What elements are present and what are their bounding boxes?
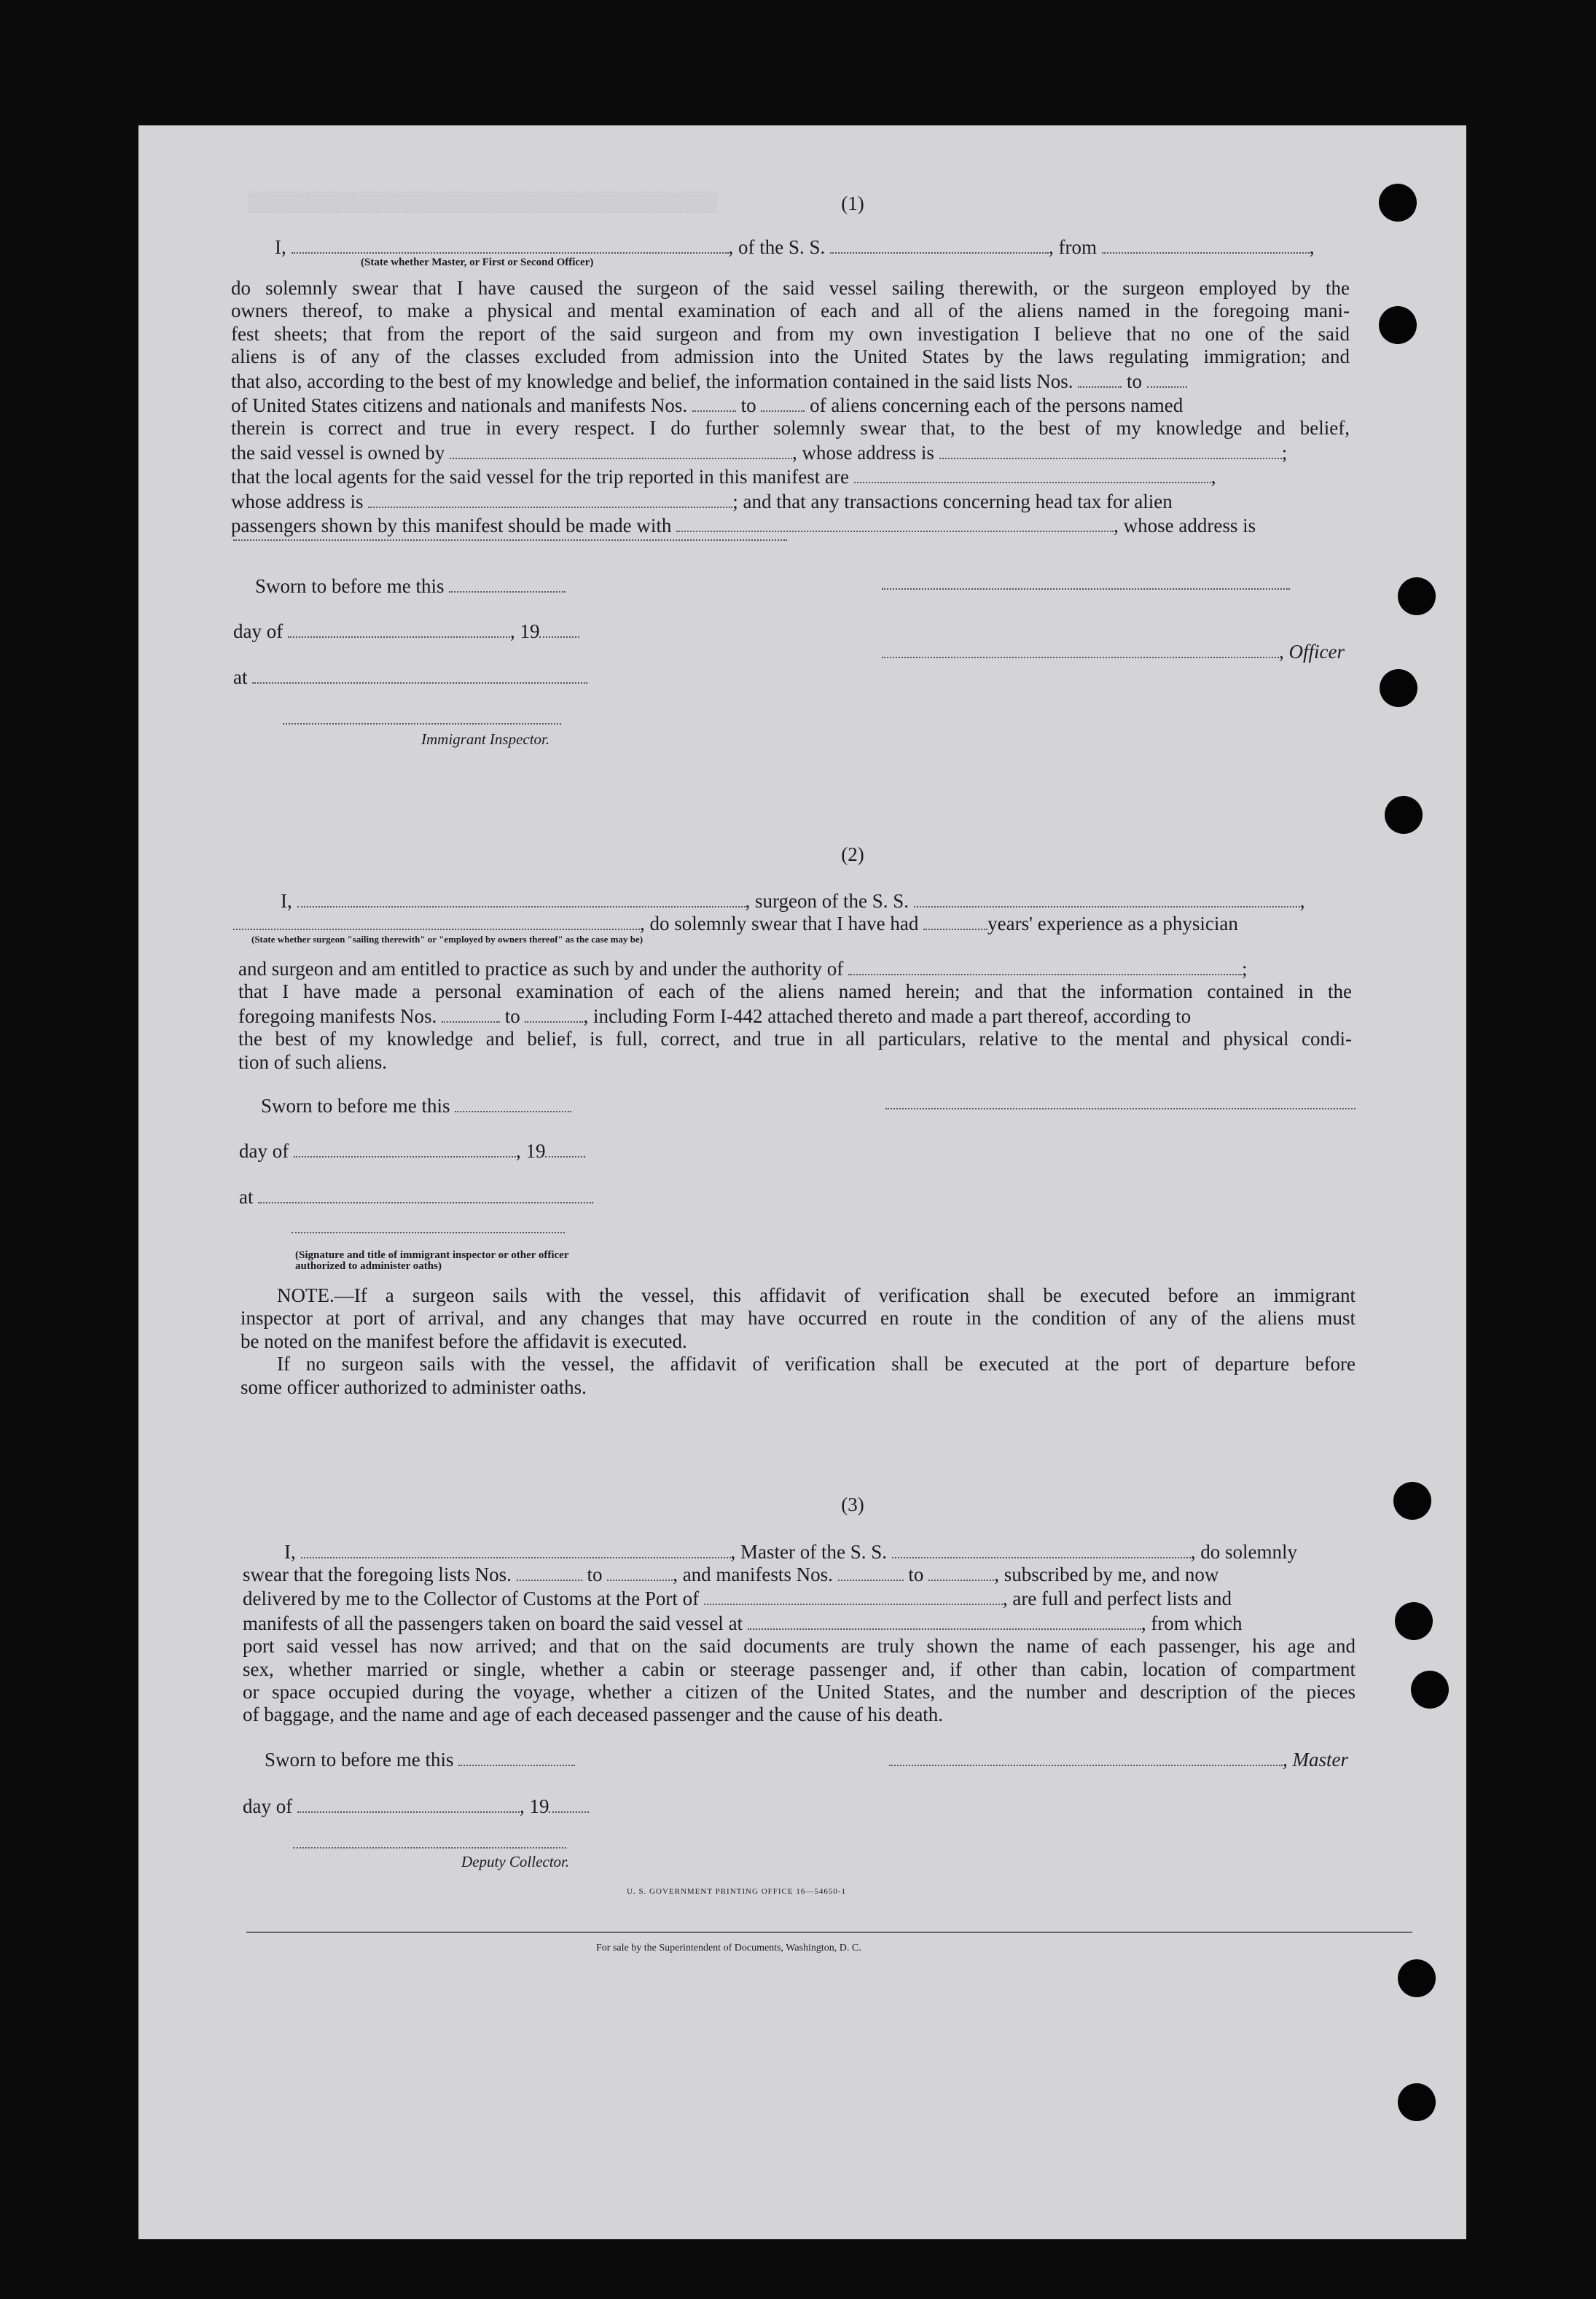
body-line: swear that the foregoing lists Nos. to , and manifests Nos. to , subscribed by me, and now <box>243 1564 1219 1585</box>
surgeon-type-field[interactable] <box>233 911 640 930</box>
body-line: whose address is ; and that any transactions concerning head tax for alien <box>231 490 1173 512</box>
body-line: that the local agents for the said vessel for the trip reported in this manifest are , <box>231 466 1216 488</box>
note-line: some officer authorized to administer oaths. <box>240 1375 587 1398</box>
collector-label: Deputy Collector. <box>461 1853 570 1870</box>
punch-hole <box>1398 1959 1436 1997</box>
section1-heading: (1) <box>841 192 864 214</box>
authority-field[interactable] <box>848 956 1242 975</box>
agents-address-field[interactable] <box>368 489 732 508</box>
section3-sworn: Sworn to before me this <box>265 1747 575 1771</box>
s2-day-month-field[interactable] <box>294 1139 516 1158</box>
officer-note: (State whether Master, or First or Second Officer) <box>361 257 594 268</box>
punch-hole <box>1385 796 1423 834</box>
s3-vessel-field[interactable] <box>892 1539 1191 1558</box>
body-line: fest sheets; that from the report of the said surgeon and from my own investigation I believe that no one of the said <box>231 322 1350 345</box>
body-line: owners thereof, to make a physical and mental examination of each and all of the aliens named in the foregoing mani- <box>231 300 1350 322</box>
footer-divider <box>246 1932 1412 1933</box>
inspector-label: Immigrant Inspector. <box>421 730 550 748</box>
inspector-signature-field[interactable] <box>283 723 561 725</box>
signature-note: (Signature and title of immigrant inspector or other officer authorized to administer oaths) <box>295 1249 569 1272</box>
section1-day-of: day of , 19 <box>233 619 579 643</box>
boarded-at-field[interactable] <box>748 1611 1141 1630</box>
master-name-field[interactable] <box>301 1539 731 1558</box>
body-line: that I have made a personal examination of each of the aliens named herein; and that the information contained in the <box>238 980 1352 1003</box>
from-port-field[interactable] <box>1102 235 1310 254</box>
punch-hole <box>1380 669 1417 707</box>
label-from: , from <box>1049 236 1097 258</box>
section1-body <box>231 277 1350 537</box>
s3-day-month-field[interactable] <box>297 1794 520 1813</box>
surgeon-note: (State whether surgeon "sailing therewith" or "employed by owners thereof" as the case may be) <box>251 934 644 945</box>
s2-inspector-signature-field[interactable] <box>292 1232 565 1233</box>
section2-line1: I, , surgeon of the S. S. , <box>281 890 1305 912</box>
section1-officer-line: , Officer <box>882 639 1345 663</box>
punch-hole <box>1398 577 1436 615</box>
manifest-page <box>138 125 1466 2239</box>
body-line: and surgeon and am entitled to practice as such by and under the authority of ; <box>238 958 1248 980</box>
body-line: the said vessel is owned by , whose address is ; <box>231 441 1288 464</box>
section1-at: at <box>233 665 587 689</box>
body-line: that also, according to the best of my knowledge and belief, the information contained in the said lists Nos. to <box>231 369 1350 393</box>
section1-sworn: Sworn to before me this <box>255 574 566 598</box>
port-field[interactable] <box>704 1586 1003 1605</box>
s3-sworn-day-field[interactable] <box>458 1747 575 1766</box>
s3-year-field[interactable] <box>549 1794 589 1813</box>
section2-body <box>238 956 1352 1074</box>
label-of-ss: , of the S. S. <box>728 236 826 258</box>
section2-at: at <box>239 1184 593 1209</box>
body-line: passengers shown by this manifest should be made with , whose address is <box>231 515 1256 537</box>
body-line: therein is correct and true in every respect. I do further solemnly swear that, to the best of my knowledge and belief, <box>231 417 1350 440</box>
officer-signature-field[interactable] <box>882 588 1290 590</box>
lists-to-field[interactable] <box>1147 369 1187 388</box>
section3-body <box>243 1562 1356 1727</box>
printing-office-line: U. S. GOVERNMENT PRINTING OFFICE 16—54650-1 <box>627 1887 847 1896</box>
section3-line1: I, , Master of the S. S. , do solemnly <box>284 1541 1297 1563</box>
officer-name-field[interactable] <box>292 235 729 254</box>
section2-heading: (2) <box>841 843 864 865</box>
manifests-from-field[interactable] <box>692 393 736 412</box>
sworn-day-field[interactable] <box>449 574 566 593</box>
manifests-to-field[interactable] <box>761 393 805 412</box>
body-line: tion of such aliens. <box>238 1050 387 1073</box>
section2-sworn: Sworn to before me this <box>261 1093 571 1117</box>
footer-text: For sale by the Superintendent of Documents, Washington, D. C. <box>596 1943 861 1953</box>
vessel-name-field[interactable] <box>830 235 1049 254</box>
note-line: inspector at port of arrival, and any changes that may have occurred en route in the condition of any of the aliens must <box>240 1307 1356 1330</box>
punch-hole <box>1411 1671 1449 1709</box>
s2-manifests-from-field[interactable] <box>442 1004 500 1023</box>
s3-manifests-to-field[interactable] <box>928 1562 994 1581</box>
body-line: of United States citizens and nationals and manifests Nos. to of aliens concerning each of the persons named <box>231 394 1184 417</box>
note-line: be noted on the manifest before the affidavit is executed. <box>240 1330 687 1352</box>
lists-from-field[interactable] <box>1078 369 1122 388</box>
head-tax-address-field[interactable] <box>233 539 787 541</box>
bleed-through-text: ▒▒▒▒▒▒▒▒▒▒▒▒▒▒▒▒▒▒▒▒▒▒▒▒▒▒▒▒▒▒▒▒▒▒▒ <box>248 191 718 212</box>
s2-at-place-field[interactable] <box>258 1184 593 1203</box>
s2-manifests-to-field[interactable] <box>525 1004 583 1023</box>
s3-lists-from-field[interactable] <box>517 1562 582 1581</box>
body-line: aliens is of any of the classes excluded from admission into the United States by the laws regulating immigration; and <box>231 346 1350 368</box>
section2-note <box>240 1284 1356 1399</box>
punch-hole <box>1379 306 1417 344</box>
surgeon-name-field[interactable] <box>297 889 746 908</box>
at-place-field[interactable] <box>252 665 587 684</box>
head-tax-agent-field[interactable] <box>676 513 1114 532</box>
body-line: the best of my knowledge and belief, is full, correct, and true in all particulars, relative to the mental and physical condi- <box>238 1028 1352 1050</box>
section2-line2: , do solemnly swear that I have had years' experience as a physician <box>233 911 1238 935</box>
note-line: NOTE.—If a surgeon sails with the vessel, this affidavit of verification shall be executed before an immigrant <box>277 1284 1356 1306</box>
note-line: If no surgeon sails with the vessel, the affidavit of verification shall be executed at the port of departure before <box>277 1353 1356 1375</box>
section3-heading: (3) <box>841 1494 864 1515</box>
body-line: or space occupied during the voyage, whether a citizen of the United States, and the number and description of the pieces <box>243 1681 1356 1703</box>
label-i: I, <box>275 236 286 258</box>
s2-sworn-day-field[interactable] <box>455 1093 571 1112</box>
s3-manifests-from-field[interactable] <box>838 1562 904 1581</box>
day-month-field[interactable] <box>288 619 510 638</box>
body-line: of baggage, and the name and age of each deceased passenger and the cause of his death. <box>243 1703 944 1726</box>
s2-year-field[interactable] <box>545 1139 585 1158</box>
body-line: delivered by me to the Collector of Customs at the Port of , are full and perfect lists and <box>243 1588 1232 1610</box>
body-line: port said vessel has now arrived; and that on the said documents are truly shown the name of each passenger, his age and <box>243 1635 1356 1658</box>
punch-hole <box>1393 1482 1431 1520</box>
surgeon-vessel-field[interactable] <box>914 889 1300 908</box>
s3-lists-to-field[interactable] <box>607 1562 673 1581</box>
body-line: foregoing manifests Nos. to , including Form I-442 attached thereto and made a part thereof, according to <box>238 1004 1192 1027</box>
body-line: manifests of all the passengers taken on board the said vessel at , from which <box>243 1612 1243 1634</box>
punch-hole <box>1398 2083 1436 2121</box>
section3-master-line: , Master <box>889 1747 1348 1771</box>
year-field[interactable] <box>539 619 579 638</box>
owner-field[interactable] <box>450 440 792 459</box>
surgeon-signature-field[interactable] <box>885 1108 1356 1109</box>
years-field[interactable] <box>923 911 987 930</box>
body-line: do solemnly swear that I have caused the surgeon of the said vessel sailing therewith, or the surgeon employed by the <box>231 277 1350 299</box>
body-line: sex, whether married or single, whether a cabin or steerage passenger and, if other than cabin, location of compartment <box>243 1658 1356 1680</box>
local-agents-field[interactable] <box>854 464 1211 483</box>
collector-signature-field[interactable] <box>293 1847 566 1849</box>
master-signature-field[interactable] <box>889 1747 1283 1766</box>
officer-title-field[interactable] <box>882 639 1279 658</box>
punch-hole <box>1379 184 1417 222</box>
section2-day-of: day of , 19 <box>239 1139 585 1163</box>
punch-hole <box>1395 1602 1433 1640</box>
owner-address-field[interactable] <box>939 440 1282 459</box>
section3-day-of: day of , 19 <box>243 1794 589 1818</box>
section1-line1: I, , of the S. S. , from , <box>275 236 1315 258</box>
